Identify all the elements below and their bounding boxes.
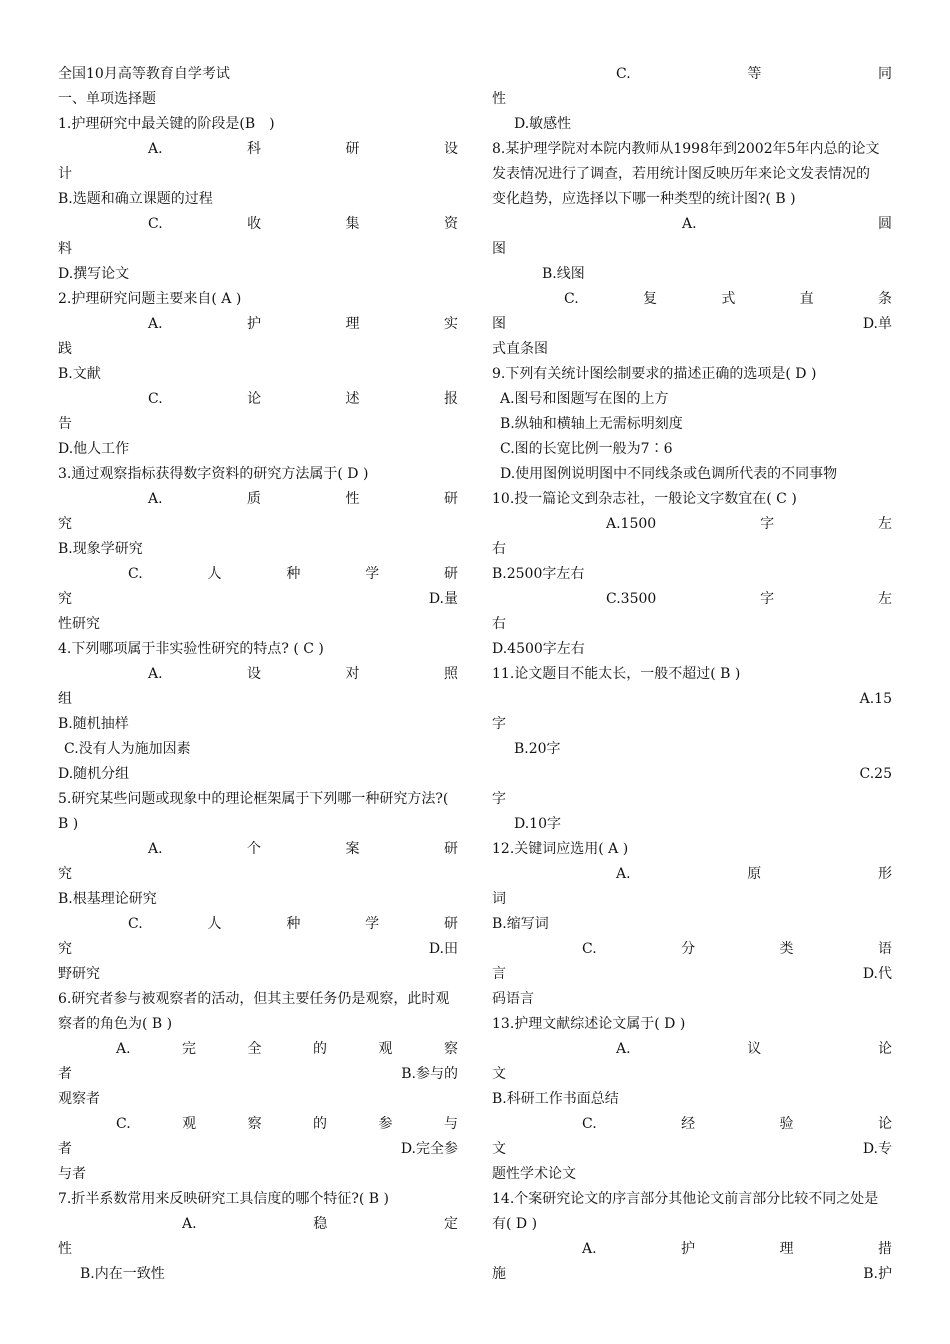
text-segment: 科 bbox=[247, 141, 262, 157]
text-line: B.纵轴和横轴上无需标明刻度 bbox=[500, 416, 683, 432]
text-line: 3.通过观察指标获得数字资料的研究方法属于( D ) bbox=[58, 466, 369, 482]
text-segment: D.量 bbox=[428, 591, 458, 607]
text-segment: 究 bbox=[58, 941, 72, 957]
text-segment: 同 bbox=[877, 66, 892, 82]
text-segment: 语 bbox=[877, 941, 892, 957]
text-line: B.选题和确立课题的过程 bbox=[58, 191, 213, 207]
text-segment: A. bbox=[116, 1041, 131, 1057]
text-segment: 理 bbox=[345, 316, 360, 332]
text-segment: 观 bbox=[378, 1041, 393, 1057]
text-line bbox=[58, 937, 458, 962]
text-segment: C. bbox=[116, 1116, 131, 1132]
text-segment: 察 bbox=[443, 1041, 458, 1057]
text-segment: B.护 bbox=[863, 1266, 892, 1282]
text-segment: 等 bbox=[747, 66, 762, 82]
text-line: 14.个案研究论文的序言部分其他论文前言部分比较不同之处是 bbox=[492, 1191, 879, 1207]
text-line: 一、单项选择题 bbox=[58, 91, 156, 107]
text-segment: A. bbox=[582, 1241, 597, 1257]
text-line bbox=[492, 1262, 892, 1287]
text-segment: 研 bbox=[443, 841, 458, 857]
text-segment: 验 bbox=[779, 1116, 794, 1132]
text-line: 12.关键词应选用( A ) bbox=[492, 841, 629, 857]
text-line: D.他人工作 bbox=[58, 441, 130, 457]
text-line: 观察者 bbox=[58, 1091, 100, 1107]
text-line: C.图的长宽比例一般为7∶6 bbox=[500, 441, 673, 457]
text-segment: 者 bbox=[58, 1141, 72, 1157]
text-segment: A. bbox=[682, 216, 697, 232]
text-segment: D.单 bbox=[862, 316, 892, 332]
text-segment: A. bbox=[616, 1041, 631, 1057]
text-line: 究 bbox=[58, 866, 72, 882]
text-line: 组 bbox=[58, 691, 72, 707]
text-segment: 者 bbox=[58, 1066, 72, 1082]
text-segment: C. bbox=[582, 1116, 597, 1132]
text-segment: 性 bbox=[345, 491, 360, 507]
text-segment: 观 bbox=[182, 1116, 197, 1132]
text-line bbox=[58, 837, 458, 862]
text-segment: B.参与的 bbox=[401, 1066, 458, 1082]
text-segment: 字 bbox=[760, 591, 775, 607]
text-line: 全国10月高等教育自学考试 bbox=[58, 66, 230, 82]
text-segment: 定 bbox=[444, 1216, 458, 1232]
text-segment: D.代 bbox=[862, 966, 892, 982]
text-line: 告 bbox=[58, 416, 72, 432]
text-segment: 原 bbox=[747, 866, 762, 882]
text-line: B.根基理论研究 bbox=[58, 891, 157, 907]
text-segment: 类 bbox=[779, 941, 794, 957]
text-line: 右 bbox=[492, 541, 506, 557]
text-line: 7.折半系数常用来反映研究工具信度的哪个特征?( B ) bbox=[58, 1191, 389, 1207]
text-segment: 理 bbox=[779, 1241, 794, 1257]
text-segment: A. bbox=[182, 1216, 197, 1232]
text-segment: 复 bbox=[643, 291, 657, 307]
text-segment: 直 bbox=[799, 291, 814, 307]
text-line bbox=[492, 937, 892, 962]
text-segment: 全 bbox=[247, 1041, 262, 1057]
text-line: 5.研究某些问题或现象中的理论框架属于下列哪一种研究方法?( bbox=[58, 791, 449, 807]
text-line: 究 bbox=[58, 516, 72, 532]
text-segment: 式 bbox=[721, 291, 736, 307]
text-segment: 与 bbox=[443, 1116, 458, 1132]
text-segment: A. bbox=[148, 841, 163, 857]
text-line bbox=[58, 1062, 458, 1087]
text-segment: 护 bbox=[247, 316, 262, 332]
text-segment: C. bbox=[564, 291, 579, 307]
text-segment: 研 bbox=[443, 916, 458, 932]
text-segment: 参 bbox=[378, 1116, 393, 1132]
text-line: 变化趋势，应选择以下哪一种类型的统计图?( B ) bbox=[492, 191, 796, 207]
text-segment: 学 bbox=[365, 916, 380, 932]
text-line bbox=[492, 1137, 892, 1162]
text-segment: A. bbox=[148, 316, 163, 332]
text-segment: 实 bbox=[443, 316, 458, 332]
text-line bbox=[58, 487, 458, 512]
text-segment: 条 bbox=[877, 291, 892, 307]
text-segment: 个 bbox=[247, 841, 262, 857]
text-segment: 完 bbox=[182, 1041, 197, 1057]
text-line: 图 bbox=[492, 241, 506, 257]
text-segment: C. bbox=[128, 566, 143, 582]
text-line: D.撰写论文 bbox=[58, 266, 130, 282]
text-line: 践 bbox=[58, 341, 72, 357]
text-segment: C. bbox=[148, 391, 163, 407]
text-line: 与者 bbox=[58, 1166, 86, 1182]
text-line: 9.下列有关统计图绘制要求的描述正确的选项是( D ) bbox=[492, 366, 817, 382]
right-column bbox=[492, 62, 892, 1287]
text-segment: 案 bbox=[345, 841, 360, 857]
text-segment: C. bbox=[128, 916, 143, 932]
text-line: 野研究 bbox=[58, 966, 100, 982]
text-line: B.文献 bbox=[58, 366, 101, 382]
text-line: B.20字 bbox=[514, 741, 561, 757]
text-segment: 收 bbox=[247, 216, 262, 232]
text-segment: 形 bbox=[878, 866, 892, 882]
text-line: 性 bbox=[58, 1241, 72, 1257]
text-line: 字 bbox=[492, 716, 506, 732]
text-segment: 护 bbox=[681, 1241, 696, 1257]
text-line: 2.护理研究问题主要来自( A ) bbox=[58, 291, 242, 307]
text-line: B.线图 bbox=[542, 266, 585, 282]
text-segment: 种 bbox=[286, 916, 301, 932]
text-line bbox=[492, 62, 892, 87]
text-line: B.2500字左右 bbox=[492, 566, 585, 582]
text-segment: 究 bbox=[58, 591, 72, 607]
text-segment: D.田 bbox=[428, 941, 458, 957]
text-line: 词 bbox=[492, 891, 506, 907]
text-line: 码语言 bbox=[492, 991, 534, 1007]
text-line: 式直条图 bbox=[492, 341, 548, 357]
text-line bbox=[58, 562, 458, 587]
text-line bbox=[58, 1212, 458, 1237]
text-segment: 资 bbox=[443, 216, 458, 232]
text-line bbox=[58, 1137, 458, 1162]
text-segment: 左 bbox=[877, 516, 892, 532]
text-segment: D.完全参 bbox=[400, 1141, 458, 1157]
text-line bbox=[492, 587, 892, 612]
text-line: B.内在一致性 bbox=[80, 1266, 165, 1282]
text-segment: 人 bbox=[207, 566, 222, 582]
text-line bbox=[58, 312, 458, 337]
text-segment: A. bbox=[148, 666, 163, 682]
text-line: 题性学术论文 bbox=[492, 1166, 576, 1182]
text-segment: 研 bbox=[443, 566, 458, 582]
text-line: 文 bbox=[492, 1066, 506, 1082]
text-line: B.缩写词 bbox=[492, 916, 549, 932]
text-line bbox=[492, 1237, 892, 1262]
text-line bbox=[492, 287, 892, 312]
text-segment: 论 bbox=[878, 1041, 892, 1057]
text-line: D.4500字左右 bbox=[492, 641, 585, 657]
text-segment: A. bbox=[616, 866, 631, 882]
text-segment: 设 bbox=[443, 141, 458, 157]
text-line bbox=[58, 212, 458, 237]
text-segment: 文 bbox=[492, 1141, 506, 1157]
text-line bbox=[492, 312, 892, 337]
text-segment: A.1500 bbox=[606, 516, 657, 532]
text-segment: 照 bbox=[443, 666, 458, 682]
text-segment: 议 bbox=[747, 1041, 762, 1057]
text-line: A.图号和图题写在图的上方 bbox=[500, 391, 669, 407]
text-segment: 的 bbox=[313, 1116, 328, 1132]
text-segment: 述 bbox=[345, 391, 360, 407]
text-line bbox=[58, 587, 458, 612]
text-line bbox=[58, 662, 458, 687]
text-segment: D.专 bbox=[862, 1141, 892, 1157]
text-line: 性 bbox=[492, 91, 506, 107]
text-line: C.没有人为施加因素 bbox=[64, 741, 191, 757]
text-line bbox=[492, 962, 892, 987]
text-line bbox=[58, 387, 458, 412]
text-segment: 论 bbox=[877, 1116, 892, 1132]
text-line: 10.投一篇论文到杂志社，一般论文字数宜在( C ) bbox=[492, 491, 797, 507]
text-segment: 学 bbox=[365, 566, 380, 582]
text-line: D.10字 bbox=[514, 816, 561, 832]
text-line: D.敏感性 bbox=[514, 116, 572, 132]
text-line bbox=[58, 912, 458, 937]
text-line bbox=[58, 137, 458, 162]
text-segment: 察 bbox=[247, 1116, 262, 1132]
text-line: B.科研工作书面总结 bbox=[492, 1091, 619, 1107]
text-segment: 对 bbox=[345, 666, 360, 682]
text-line: C.25 bbox=[859, 766, 892, 782]
text-segment: 种 bbox=[286, 566, 301, 582]
text-segment: 质 bbox=[247, 491, 262, 507]
text-line bbox=[492, 512, 892, 537]
text-segment: 图 bbox=[492, 316, 506, 332]
text-segment: 分 bbox=[681, 941, 696, 957]
text-line bbox=[492, 1112, 892, 1137]
text-segment: C. bbox=[148, 216, 163, 232]
text-line: D.随机分组 bbox=[58, 766, 130, 782]
text-segment: 报 bbox=[443, 391, 458, 407]
text-segment: A. bbox=[148, 491, 163, 507]
text-line: B.现象学研究 bbox=[58, 541, 143, 557]
text-line: 6.研究者参与被观察者的活动，但其主要任务仍是观察，此时观 bbox=[58, 991, 450, 1007]
text-line: 字 bbox=[492, 791, 506, 807]
text-line: B.随机抽样 bbox=[58, 716, 129, 732]
text-segment: 措 bbox=[877, 1241, 892, 1257]
text-line: 右 bbox=[492, 616, 506, 632]
text-line bbox=[58, 1112, 458, 1137]
text-segment: C. bbox=[582, 941, 597, 957]
text-segment: 研 bbox=[345, 141, 360, 157]
text-line bbox=[492, 212, 892, 237]
text-segment: 研 bbox=[443, 491, 458, 507]
text-segment: 圆 bbox=[878, 216, 892, 232]
text-segment: 论 bbox=[247, 391, 262, 407]
text-line: B ) bbox=[58, 816, 79, 832]
text-segment: 设 bbox=[247, 666, 262, 682]
left-column bbox=[58, 62, 458, 1287]
text-segment: 的 bbox=[313, 1041, 328, 1057]
text-line bbox=[492, 1037, 892, 1062]
text-line: 13.护理文献综述论文属于( D ) bbox=[492, 1016, 686, 1032]
text-segment: A. bbox=[148, 141, 163, 157]
text-line: 计 bbox=[58, 166, 72, 182]
text-line: 察者的角色为( B ) bbox=[58, 1016, 173, 1032]
text-line bbox=[58, 1037, 458, 1062]
text-segment: C. bbox=[616, 66, 631, 82]
text-segment: 稳 bbox=[313, 1216, 328, 1232]
text-line: 发表情况进行了调查，若用统计图反映历年来论文发表情况的 bbox=[492, 166, 870, 182]
text-segment: 左 bbox=[877, 591, 892, 607]
text-line bbox=[492, 862, 892, 887]
text-segment: 人 bbox=[207, 916, 222, 932]
text-segment: 经 bbox=[681, 1116, 696, 1132]
text-line: D.使用图例说明图中不同线条或色调所代表的不同事物 bbox=[500, 466, 838, 482]
text-line: 有( D ) bbox=[492, 1216, 538, 1232]
text-line: 8.某护理学院对本院内教师从1998年到2002年5年内总的论文 bbox=[492, 141, 880, 157]
text-line: 料 bbox=[58, 241, 72, 257]
text-line: 1.护理研究中最关键的阶段是(B ) bbox=[58, 116, 275, 132]
text-segment: 集 bbox=[345, 216, 360, 232]
text-line: A.15 bbox=[859, 691, 892, 707]
text-segment: 字 bbox=[760, 516, 775, 532]
text-segment: 施 bbox=[492, 1266, 506, 1282]
text-segment: C.3500 bbox=[606, 591, 657, 607]
text-line: 4.下列哪项属于非实验性研究的特点? ( C ) bbox=[58, 641, 324, 657]
text-line: 11.论文题目不能太长，一般不超过( B ) bbox=[492, 666, 741, 682]
text-line: 性研究 bbox=[58, 616, 100, 632]
text-segment: 言 bbox=[492, 966, 506, 982]
